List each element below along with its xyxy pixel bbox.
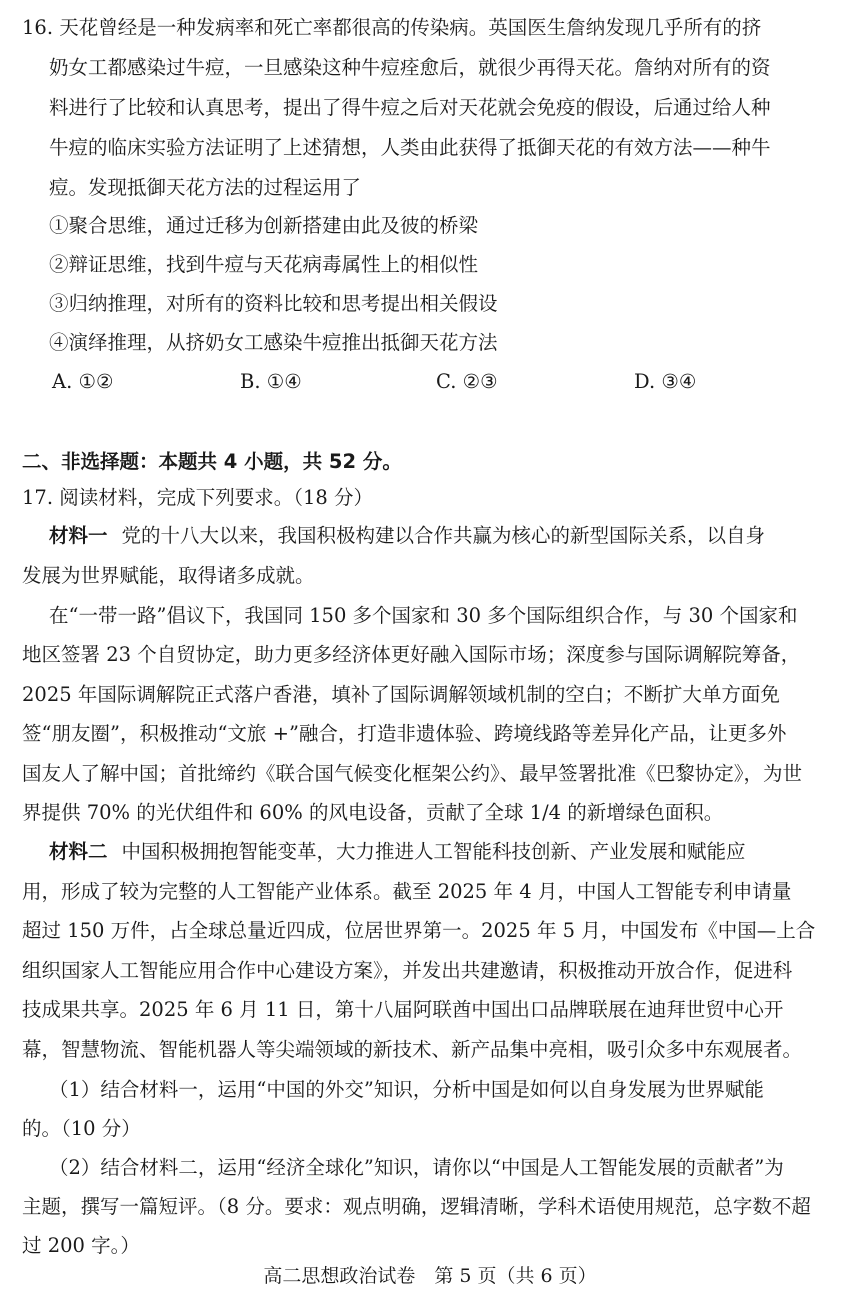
material-2-line: 技成果共享。2025 年 6 月 11 日，第十八届阿联酋中国出口品牌联展在迪拜世贸中心开 — [22, 998, 784, 1021]
material-1-line: 发展为世界赋能，取得诸多成就。 — [22, 564, 315, 587]
q16-line-1: 16. 天花曾经是一种发病率和死亡率都很高的传染病。英国医生詹纳发现几乎所有的挤 — [22, 16, 762, 39]
q17-sub-2-line-2: 主题，撰写一篇短评。（8 分。要求：观点明确，逻辑清晰，学科术语使用规范，总字数不超 — [22, 1195, 811, 1218]
q17-stem: 17. 阅读材料，完成下列要求。（18 分） — [22, 486, 373, 509]
material-1-line: 签“朋友圈”，积极推动“文旅 +”融合，打造非遗体验、跨境线路等差异化产品，让更多外 — [22, 722, 787, 745]
q16-option-d: D. ③④ — [634, 370, 697, 393]
material-1-line: 地区签署 23 个自贸协定，助力更多经济体更好融入国际市场；深度参与国际调解院筹备， — [22, 643, 801, 666]
q16-statement-4: ④演绎推理，从挤奶女工感染牛痘推出抵御天花方法 — [49, 331, 498, 354]
q16-option-a: A. ①② — [52, 370, 114, 393]
q16-line-5: 痘。发现抵御天花方法的过程运用了 — [49, 176, 362, 199]
q17-sub-2-line-3: 过 200 字。） — [22, 1234, 140, 1257]
material-2-first-line — [49, 842, 746, 862]
q16-statement-1: ①聚合思维，通过迁移为创新搭建由此及彼的桥梁 — [49, 214, 479, 237]
q16-statement-2: ②辩证思维，找到牛痘与天花病毒属性上的相似性 — [49, 253, 479, 276]
page-footer: 高二思想政治试卷 第 5 页（共 6 页） — [263, 1265, 597, 1287]
q16-option-c: C. ②③ — [436, 370, 498, 393]
material-1-label: 材料一 — [49, 524, 108, 547]
material-1-line: 国友人了解中国；首批缔约《联合国气候变化框架公约》、最早签署批准《巴黎协定》，为世 — [22, 762, 803, 785]
material-2-text: 中国积极拥抱智能变革，大力推进人工智能科技创新、产业发展和赋能应 — [121, 840, 746, 863]
material-2-line: 组织国家人工智能应用合作中心建设方案》，并发出共建邀请，积极推动开放合作，促进科 — [22, 959, 793, 982]
material-2-line: 超过 150 万件，占全球总量近四成，位居世界第一。2025 年 5 月，中国发布《中国—上合 — [22, 919, 816, 942]
material-2-line: 幕，智慧物流、智能机器人等尖端领域的新技术、新产品集中亮相，吸引众多中东观展者。 — [22, 1038, 803, 1061]
material-1-first-line — [49, 526, 765, 546]
material-1-line: 2025 年国际调解院正式落户香港，填补了国际调解领域机制的空白；不断扩大单方面免 — [22, 683, 780, 706]
material-2-line: 用，形成了较为完整的人工智能产业体系。截至 2025 年 4 月，中国人工智能专利申请量 — [22, 880, 792, 903]
q17-sub-1-line-2: 的。（10 分） — [22, 1117, 141, 1140]
q16-line-2: 奶女工都感染过牛痘，一旦感染这种牛痘痊愈后，就很少再得天花。詹纳对所有的资 — [49, 56, 771, 79]
q16-line-3: 料进行了比较和认真思考，提出了得牛痘之后对天花就会免疫的假设，后通过给人种 — [49, 96, 771, 119]
material-1-line: 在“一带一路”倡议下，我国同 150 多个国家和 30 多个国际组织合作，与 30 个国家和 — [49, 604, 798, 627]
q16-statement-3: ③归纳推理，对所有的资料比较和思考提出相关假设 — [49, 292, 498, 315]
material-1-line: 界提供 70% 的光伏组件和 60% 的风电设备，贡献了全球 1/4 的新增绿色面积。 — [22, 801, 724, 824]
q16-option-b: B. ①④ — [240, 370, 302, 393]
material-2-label: 材料二 — [49, 840, 108, 863]
section-2-heading: 二、非选择题：本题共 4 小题，共 52 分。 — [22, 450, 402, 473]
q17-sub-1-line-1: （1）结合材料一，运用“中国的外交”知识，分析中国是如何以自身发展为世界赋能 — [49, 1078, 764, 1101]
q17-sub-2-line-1: （2）结合材料二，运用“经济全球化”知识，请你以“中国是人工智能发展的贡献者”为 — [49, 1156, 784, 1179]
material-1-text: 党的十八大以来，我国积极构建以合作共赢为核心的新型国际关系，以自身 — [121, 524, 766, 547]
q16-line-4: 牛痘的临床实验方法证明了上述猜想，人类由此获得了抵御天花的有效方法——种牛 — [49, 136, 771, 159]
